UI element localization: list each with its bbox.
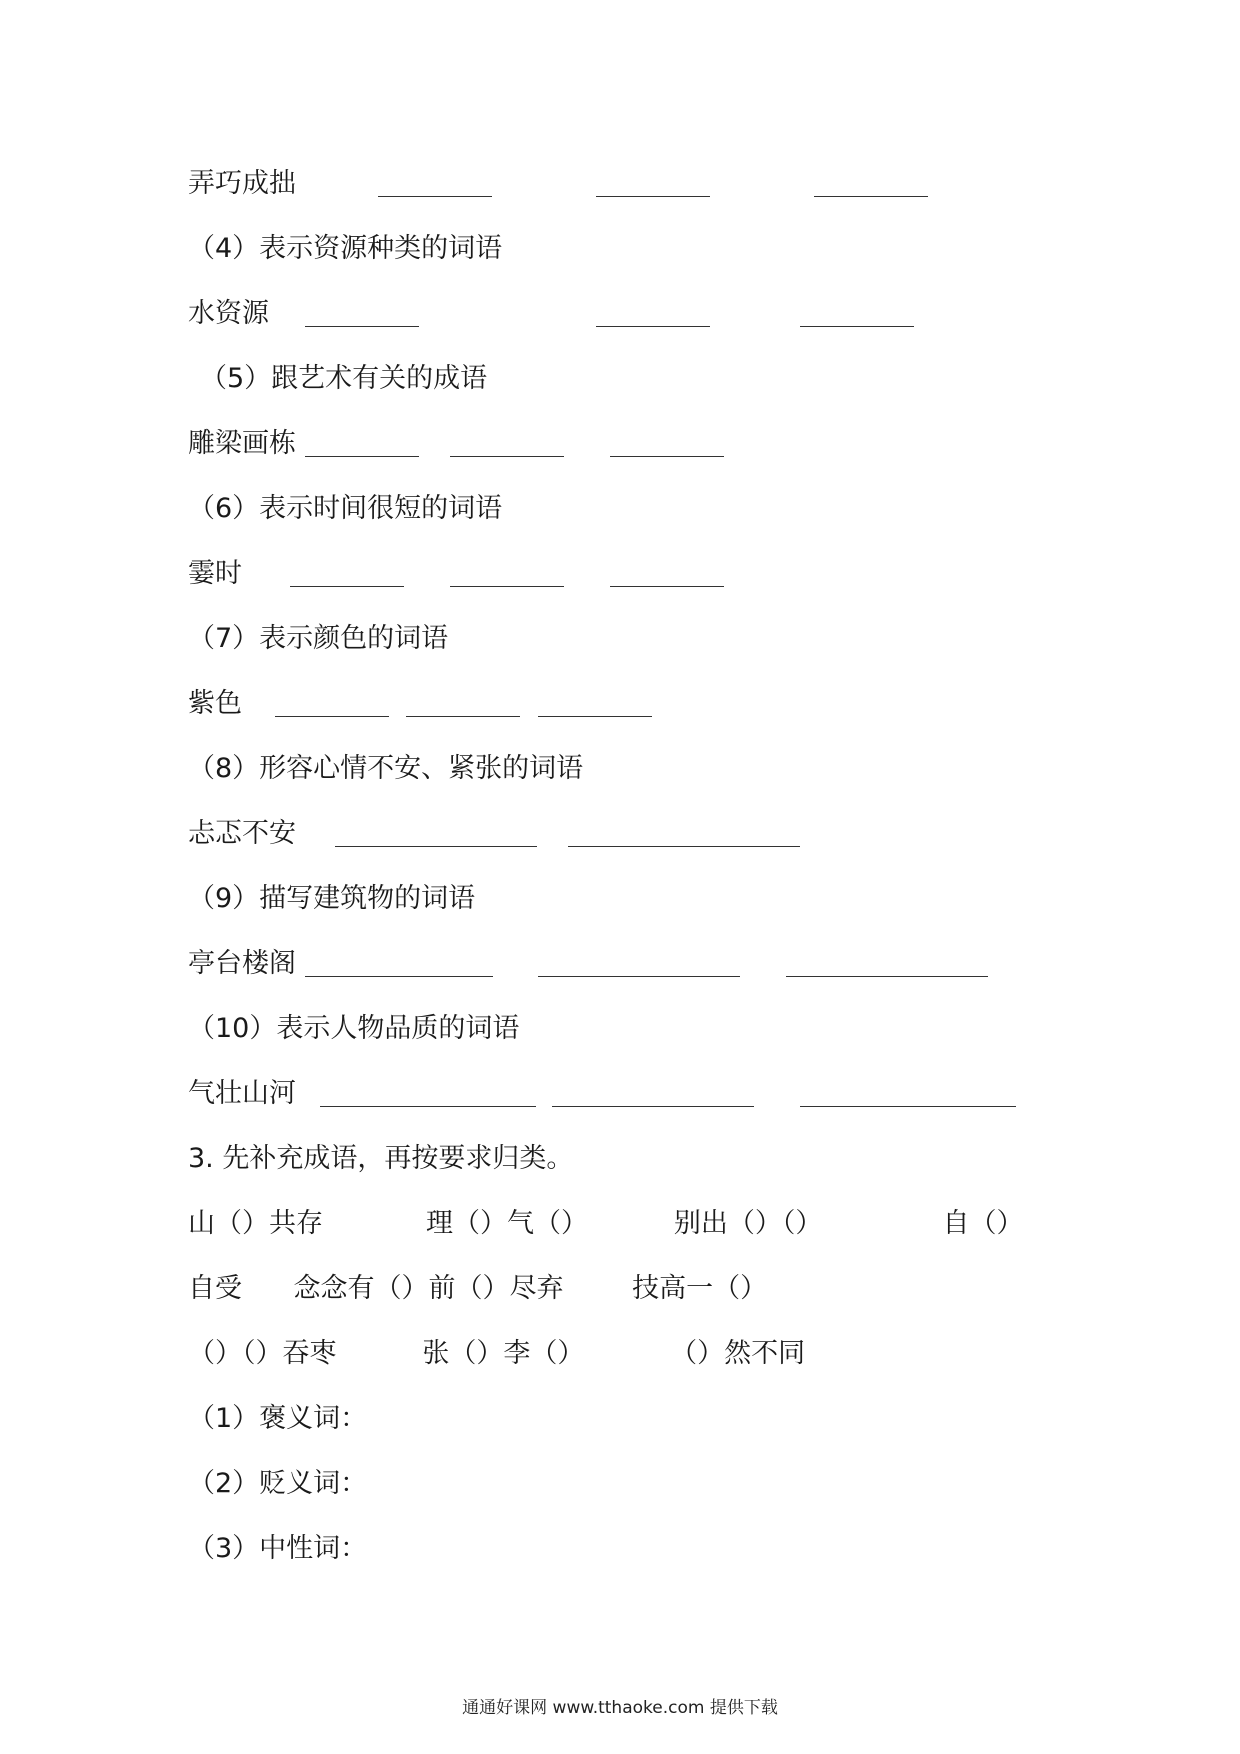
answer-row-diaolianghuadong: 雕梁画栋: [188, 428, 296, 459]
question-8-heading: （8）形容心情不安、紧张的词语: [188, 753, 584, 784]
answer-blank[interactable]: [305, 326, 419, 327]
answer-blank[interactable]: [552, 1106, 754, 1107]
question-9-heading: （9）描写建筑物的词语: [188, 883, 476, 914]
answer-blank[interactable]: [450, 586, 564, 587]
idiom-fill-row-3: （）（）吞枣 张（）李（） （）然不同: [188, 1338, 806, 1369]
answer-blank[interactable]: [450, 456, 564, 457]
answer-blank[interactable]: [800, 326, 914, 327]
answer-blank[interactable]: [610, 586, 724, 587]
answer-blank[interactable]: [275, 716, 389, 717]
answer-row-shuiziyuan: 水资源: [188, 298, 269, 329]
category-positive: （1）褒义词：: [188, 1403, 368, 1434]
question-4-heading: （4）表示资源种类的词语: [188, 233, 503, 264]
category-neutral: （3）中性词：: [188, 1533, 368, 1564]
answer-blank[interactable]: [320, 1106, 536, 1107]
question-5-heading: （5）跟艺术有关的成语: [200, 363, 488, 394]
answer-blank[interactable]: [786, 976, 988, 977]
answer-blank[interactable]: [814, 196, 928, 197]
answer-blank[interactable]: [800, 1106, 1016, 1107]
answer-blank[interactable]: [538, 976, 740, 977]
answer-row-nongqiaochengzhuo: 弄巧成拙: [188, 168, 296, 199]
answer-row-zise: 紫色: [188, 688, 242, 719]
idiom-fill-row-1: 山（）共存 理（）气（） 别出（）（） 自（）: [188, 1208, 1024, 1239]
question-10-heading: （10）表示人物品质的词语: [188, 1013, 520, 1044]
answer-blank[interactable]: [378, 196, 492, 197]
answer-row-tingtailouge: 亭台楼阁: [188, 948, 296, 979]
answer-blank[interactable]: [538, 716, 652, 717]
answer-row-shashi: 霎时: [188, 558, 242, 589]
question-3-heading: 3. 先补充成语，再按要求归类。: [188, 1143, 574, 1174]
answer-blank[interactable]: [335, 846, 537, 847]
question-7-heading: （7）表示颜色的词语: [188, 623, 449, 654]
answer-blank[interactable]: [568, 846, 800, 847]
answer-row-qizhuangshanhe: 气壮山河: [188, 1078, 296, 1109]
answer-blank[interactable]: [406, 716, 520, 717]
answer-blank[interactable]: [596, 326, 710, 327]
idiom-fill-row-2: 自受 念念有（）前（）尽弃 技高一（）: [188, 1273, 768, 1304]
answer-row-tantebuan: 忐忑不安: [188, 818, 296, 849]
answer-blank[interactable]: [610, 456, 724, 457]
answer-blank[interactable]: [596, 196, 710, 197]
question-6-heading: （6）表示时间很短的词语: [188, 493, 503, 524]
answer-blank[interactable]: [305, 456, 419, 457]
answer-blank[interactable]: [290, 586, 404, 587]
category-negative: （2）贬义词：: [188, 1468, 368, 1499]
answer-blank[interactable]: [305, 976, 493, 977]
footer-source: 通通好课网 www.tthaoke.com 提供下载: [462, 1698, 778, 1718]
